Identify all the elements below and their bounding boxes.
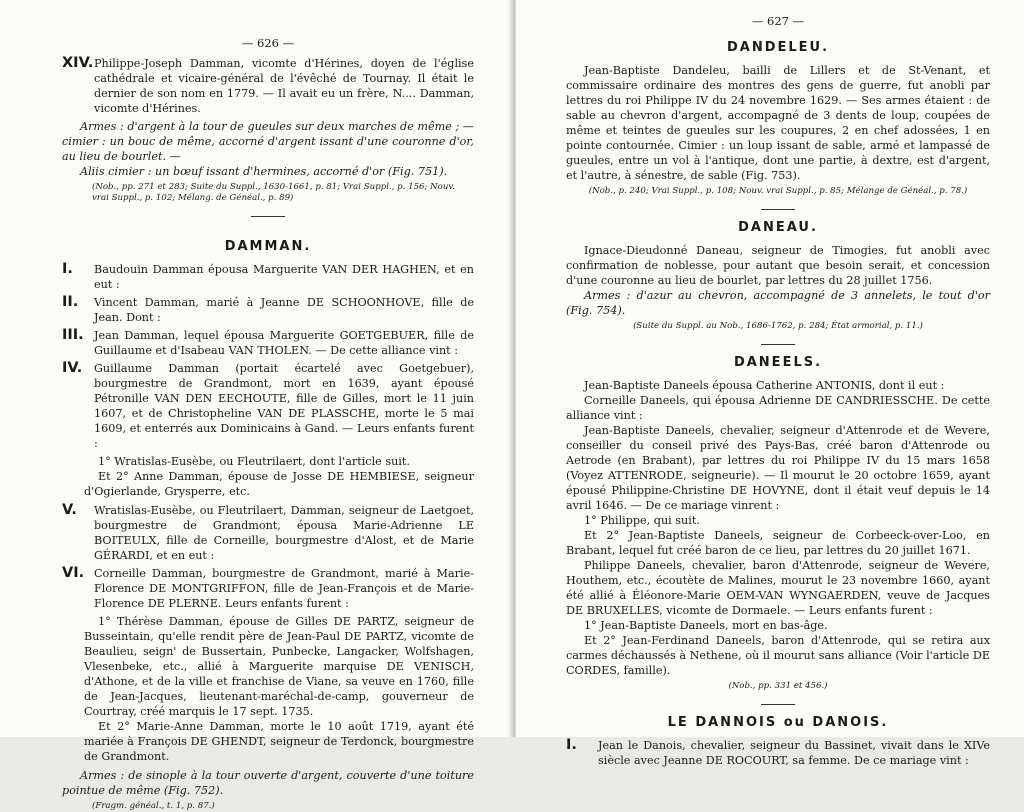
entry-text: Baudouin Damman épousa Marguerite VAN DER HAGHEN, et en eut : xyxy=(94,263,474,291)
entry-numeral: IV. xyxy=(62,360,83,376)
entry-text: Jean Damman, lequel épousa Marguerite GOETGEBUER, fille de Guillaume et d'Isabeau VAN THOLEN. — De cette alliance vint : xyxy=(94,329,474,357)
reference-note: (Nob., pp. 271 et 283; Suite du Suppl., 1630-1661, p. 81; Vrai Suppl., p. 156; Nouv. vrai Suppl., p. 102; Mélang. de Généal., p. 89) xyxy=(92,182,455,203)
section-title: LE DANNOIS ou DANOIS. xyxy=(667,715,889,730)
arms-text-alt: Aliis cimier : un bœuf issant d'hermines, accorné d'or (Fig. 751). xyxy=(80,165,448,178)
entry-numeral: II. xyxy=(62,294,79,310)
section-title: DANDELEU. xyxy=(726,40,830,55)
entry-text: Corneille Damman, bourgmestre de Grandmont, marié à Marie-Florence DE MONTGRIFFON, fille de Jean-François et de Marie-Florence DE PLERNE. Leurs enfants furent : xyxy=(94,567,474,610)
child-line: Et 2° Anne Damman, épouse de Josse DE HEMBIESE, seigneur d'Ogierlande, Grysperre, etc. xyxy=(84,470,474,498)
page-number: — 626 — xyxy=(241,36,295,50)
child-line: Et 2° Marie-Anne Damman, morte le 10 août 1719, ayant été mariée à François DE GHENDT, seigneur de Terdonck, bourgmestre de Grandmont. xyxy=(84,720,474,763)
entry-numeral: I. xyxy=(566,737,577,753)
entry-numeral: I. xyxy=(62,261,73,277)
entry-iv xyxy=(62,361,474,451)
child-line: 1° Jean-Baptiste Daneels, mort en bas-âge. xyxy=(584,619,828,632)
right-page xyxy=(516,0,1024,767)
paragraph: Jean-Baptiste Daneels épousa Catherine ANTONIS, dont il eut : xyxy=(584,379,945,392)
entry-numeral: VI. xyxy=(62,565,85,581)
paragraph: Ignace-Dieudonné Daneau, seigneur de Timogies, fut anobli avec confirmation de noblesse, pour autant que besoin serait, et concession d'une couronne au lieu de bourlet, par lettres du 28 juillet 1756. xyxy=(566,244,990,287)
entry-iii xyxy=(62,328,474,358)
page-number: — 627 — xyxy=(751,14,805,28)
section-divider xyxy=(761,704,795,705)
reference-note: (Fragm. généal., t. 1, p. 87.) xyxy=(92,801,215,811)
section-divider xyxy=(761,209,795,210)
arms-text: Armes : d'azur au chevron, accompagné de 3 annelets, le tout d'or (Fig. 754). xyxy=(566,289,990,317)
entry-numeral: III. xyxy=(62,327,84,343)
paragraph: Et 2° Jean-Baptiste Daneels, seigneur de Corbeeck-over-Loo, en Brabant, lequel fut créé baron de ce lieu, par lettres du 20 juillet 1671. xyxy=(566,529,990,557)
entry-v xyxy=(62,503,474,563)
entry-text: Philippe-Joseph Damman, vicomte d'Hérines, doyen de l'église cathédrale et vicaire-général de l'évêché de Tournay. Il était le dernier de son nom en 1779. — Il avait eu un frère, N.... Damman, vicomte d'Hérines. xyxy=(94,57,474,115)
reference-note: (Nob., p. 240; Vrai Suppl., p. 108; Nouv. vrai Suppl., p. 85; Mélange de Généal., p. 78.) xyxy=(588,186,968,196)
child-line: 1° Wratislas-Eusèbe, ou Fleutrilaert, dont l'article suit. xyxy=(98,455,410,468)
section-title: DANEAU. xyxy=(738,220,818,235)
child-line: 1° Philippe, qui suit. xyxy=(584,514,700,527)
section-divider xyxy=(761,344,795,345)
section-title: DAMMAN. xyxy=(224,239,312,254)
left-page xyxy=(0,0,512,811)
reference-note: (Nob., pp. 331 et 456.) xyxy=(728,681,828,691)
entry-numeral: V. xyxy=(62,502,77,518)
entry-text: Guillaume Damman (portait écartelé avec Goetgebuer), bourgmestre de Grandmont, mort en 1639, ayant épousé Pétronille VAN DEN EECHOUTE, fille de Gilles, mort le 11 juin 1607, et de Christopheline VAN DE PLASSCHE, morte le 5 mai 1609, et enterrés aux Dominicains à Gand. — Leurs enfants furent : xyxy=(94,362,474,450)
section-title: DANEELS. xyxy=(733,355,823,370)
entry-i xyxy=(566,738,990,768)
arms-text: Armes : de sinople à la tour ouverte d'argent, couverte d'une toiture pointue de même (Fig. 752). xyxy=(62,769,474,797)
entry-numeral: XIV. xyxy=(62,55,94,71)
paragraph: Philippe Daneels, chevalier, baron d'Attenrode, seigneur de Wevere, Houthem, etc., écoutète de Malines, mourut le 23 novembre 1660, ayant été allié à Éléonore-Marie OEM-VAN WYNGAERDEN, veuve de Jacques DE BRUXELLES, vicomte de Dormaele. — Leurs enfants furent : xyxy=(566,559,990,617)
entry-ii xyxy=(62,295,474,325)
entry-text: Jean le Danois, chevalier, seigneur du Bassinet, vivait dans le XIVe siècle avec Jeanne DE ROCOURT, sa femme. De ce mariage vint : xyxy=(598,739,990,767)
child-line: Et 2° Jean-Ferdinand Daneels, baron d'Attenrode, qui se retira aux carmes déchaussés à Nethene, où il mourut sans alliance (Voir l'article DE CORDES, famille). xyxy=(566,634,990,677)
entry-i xyxy=(62,262,474,292)
section-divider xyxy=(251,216,285,217)
entry-text: Vincent Damman, marié à Jeanne DE SCHOONHOVE, fille de Jean. Dont : xyxy=(94,296,474,324)
entry-xiv xyxy=(62,56,474,116)
entry-text: Wratislas-Eusèbe, ou Fleutrilaert, Damman, seigneur de Laetgoet, bourgmestre de Grandmont, épousa Marie-Adrienne LE BOITEULX, fille de Corneille, bourgmestre d'Alost, et de Marie GÉRARDI, et en eut : xyxy=(94,504,474,562)
child-line: 1° Thérèse Damman, épouse de Gilles DE PARTZ, seigneur de Busseintain, qu'elle rendit père de Jean-Paul DE PARTZ, vicomte de Beaulieu, seign' de Bussertain, Punbecke, Langacker, Wolfshagen, Vlesenbeke, etc., allié à Marguerite marquise DE VENISCH, d'Athone, et de la ville et franchise de Viane, sa veuve en 1760, fille de Jean-Jacques, lieutenant-maréchal-de-camp, gouverneur de Courtray, créé marquis le 17 sept. 1735. xyxy=(84,615,474,718)
paragraph: Corneille Daneels, qui épousa Adrienne DE CANDRIESSCHE. De cette alliance vint : xyxy=(566,394,990,422)
paragraph: Jean-Baptiste Dandeleu, bailli de Lillers et de St-Venant, et commissaire ordinaire des montres des gens de guerre, fut anobli par lettres du roi Philippe IV du 24 novembre 1629. — Ses armes étaient : de sable au chevron d'argent, accompagné de 3 dents de loup, coupées de même et teintes de gueules sur les coupures, 2 en chef adossées, 1 en pointe contournée. Cimier : un loup issant de sable, armé et lampassé de gueules, entre un vol à l'antique, dont une partie, à dextre, est d'argent, et l'autre, à sénestre, de sable (Fig. 753). xyxy=(566,64,990,182)
reference-note: (Suite du Suppl. au Nob., 1686-1762, p. 284; État armorial, p. 11.) xyxy=(633,321,923,331)
entry-vi xyxy=(62,566,474,611)
paragraph: Jean-Baptiste Daneels, chevalier, seigneur d'Attenrode et de Wevere, conseiller du conseil privé des Pays-Bas, créé baron d'Attenrode ou Aetrode (en Brabant), par lettres du roi Philippe IV du 15 mars 1658 (Voyez ATTENRODE, seigneurie). — Il mourut le 20 octobre 1659, ayant épousé Philippine-Christine DE HOVYNE, dont il était veuf depuis le 14 avril 1646. — De ce mariage vinrent : xyxy=(566,424,990,512)
arms-text: Armes : d'argent à la tour de gueules sur deux marches de même ; — cimier : un bouc de même, accorné d'argent issant d'une couronne d'or, au lieu de bourlet. — xyxy=(62,120,474,163)
